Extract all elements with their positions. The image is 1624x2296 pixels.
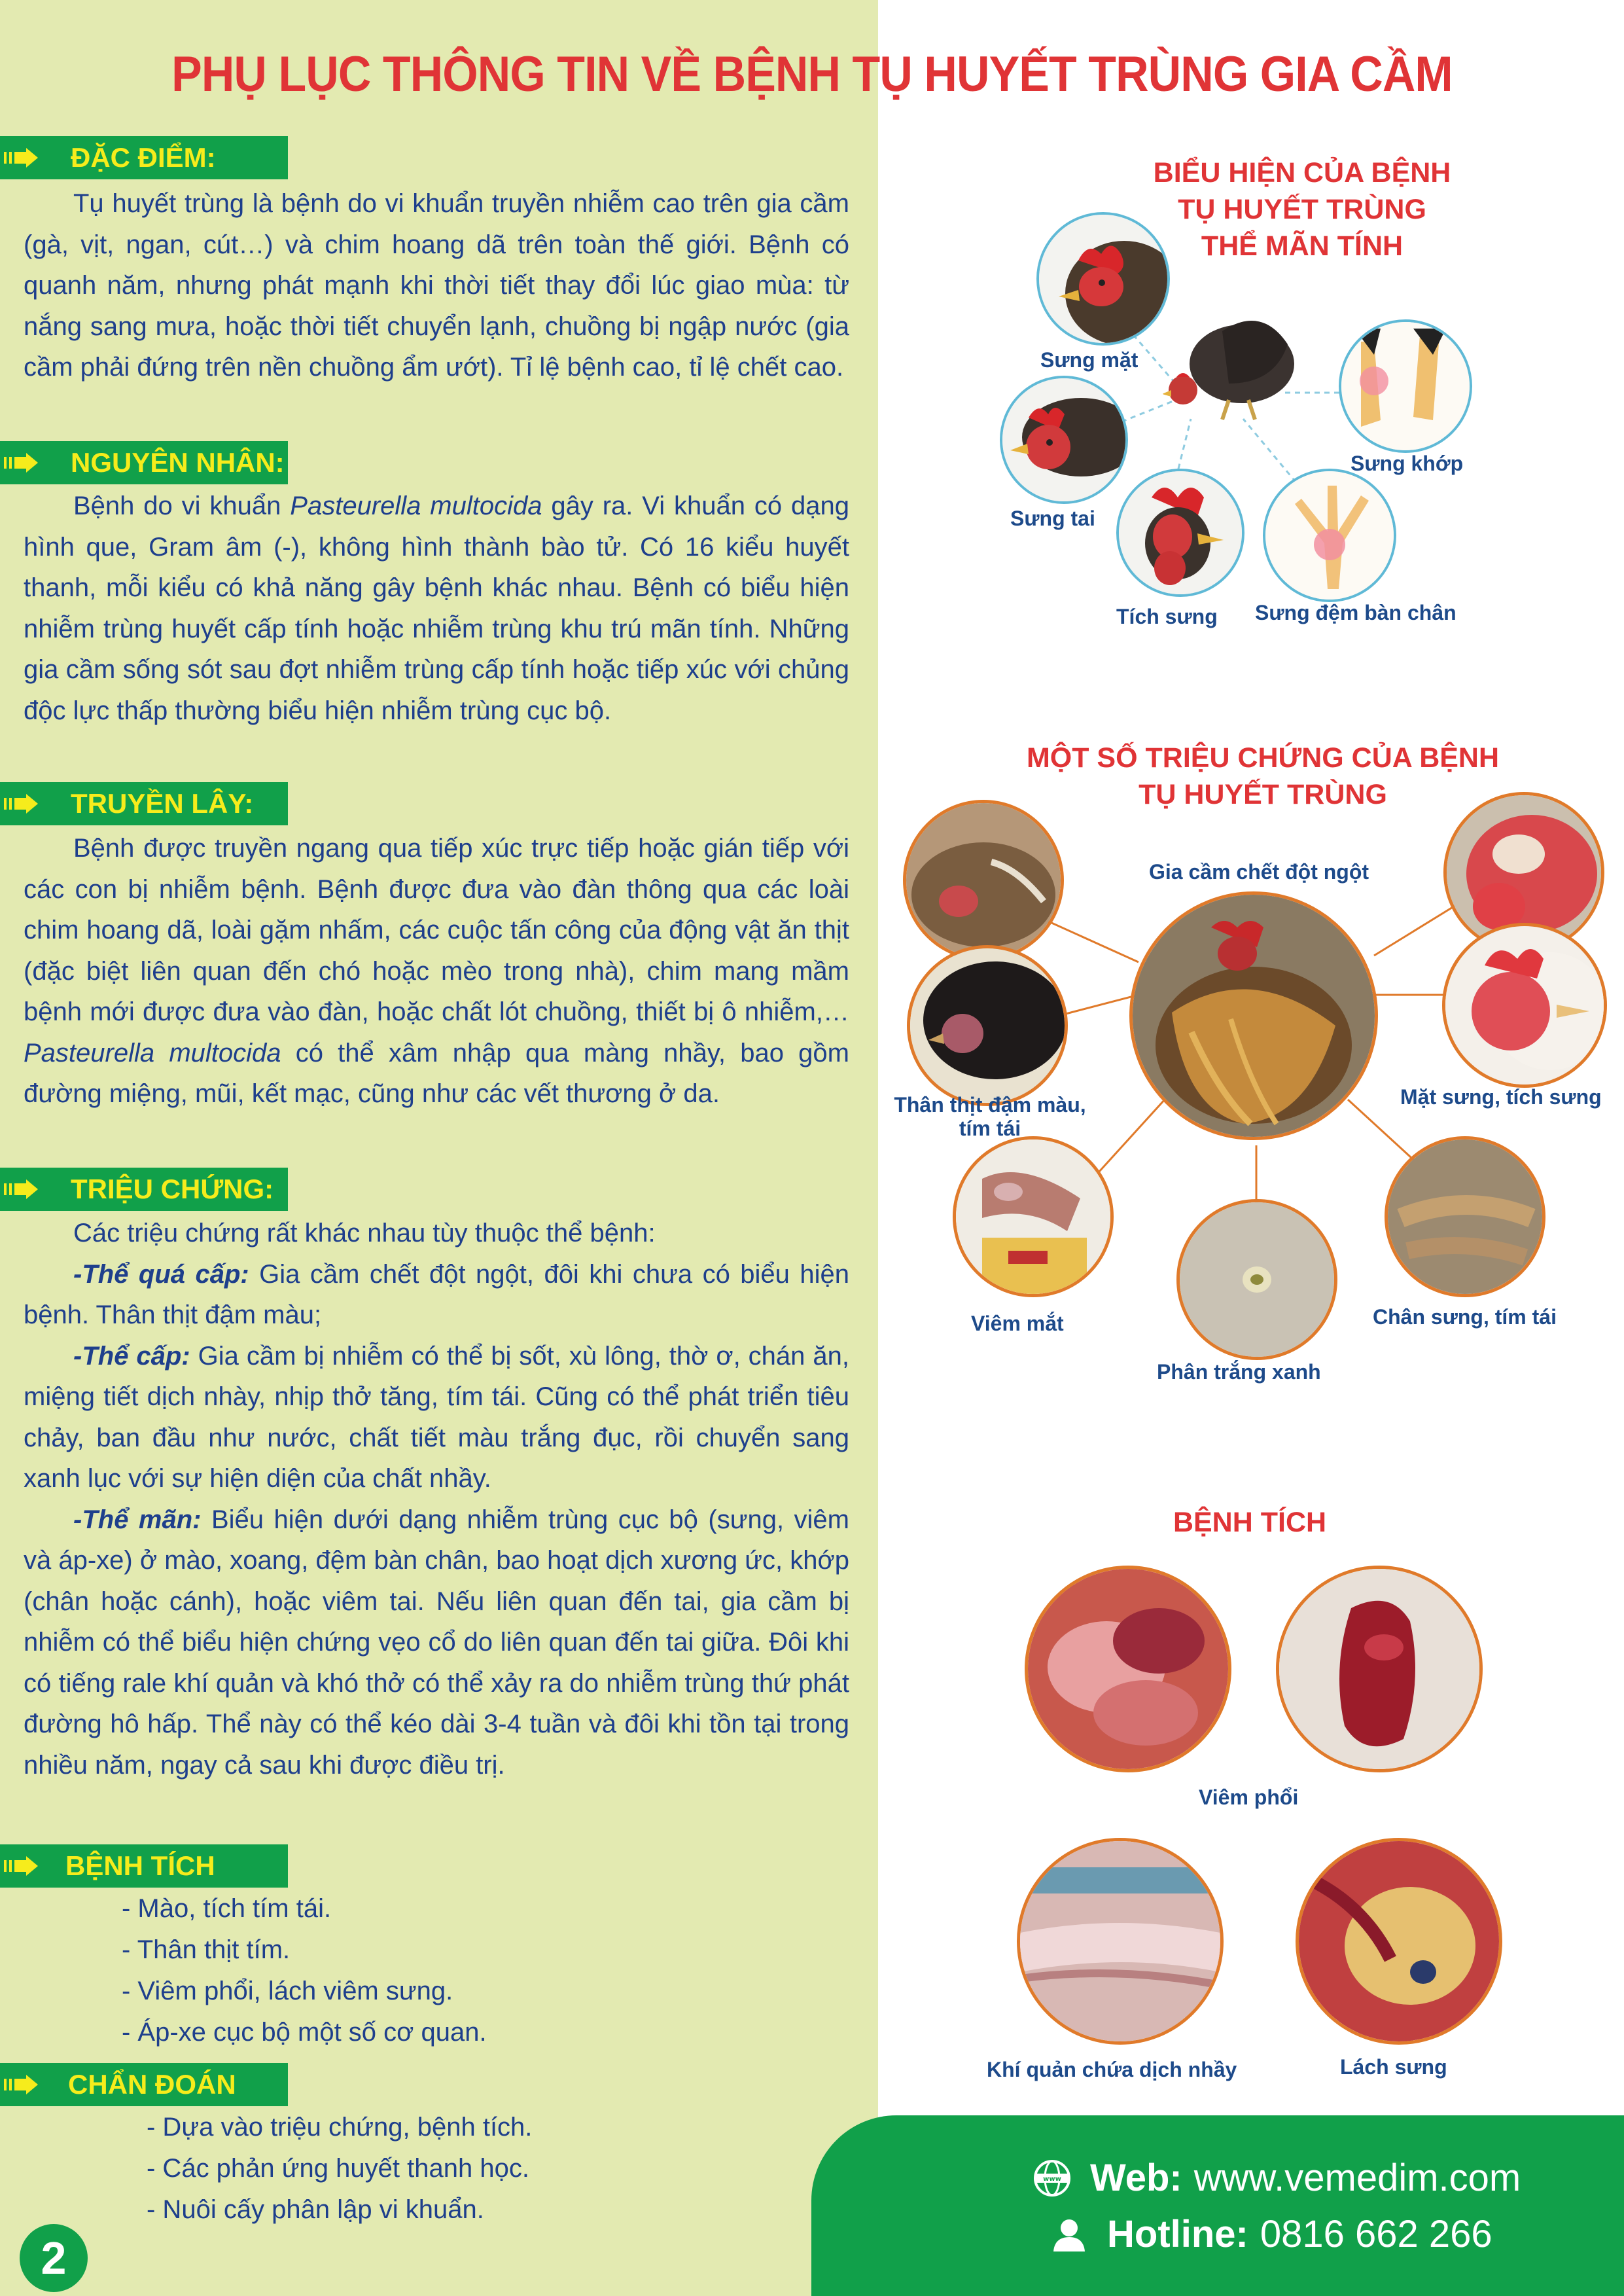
hotline-number[interactable]: 0816 662 266 (1260, 2213, 1492, 2255)
sudden-death-photo (1129, 891, 1378, 1140)
lung-lesion-photo-2 (1276, 1566, 1483, 1772)
label-khi-quan-chua-dich-nhay: Khí quản chứa dịch nhầy (987, 2058, 1237, 2081)
chronic-hen-illustration (1157, 292, 1301, 423)
list-item: - Mào, tích tím tái. (122, 1894, 332, 1923)
symptoms-section-title: MỘT SỐ TRIỆU CHỨNG CỦA BỆNH TỤ HUYẾT TRÙNG (1026, 742, 1500, 810)
section-heading-chan-doan: CHẨN ĐOÁN (0, 2063, 288, 2106)
swollen-spleen-photo (1296, 1838, 1502, 2045)
label-viem-phoi: Viêm phổi (1199, 1785, 1299, 1809)
list-item: - Thân thịt tím. (122, 1935, 291, 1964)
list-item: - Viêm phổi, lách viêm sưng. (122, 1977, 453, 2005)
swollen-footpad-photo (1263, 469, 1396, 602)
lesions-section-title: BỆNH TÍCH (1173, 1507, 1327, 1538)
list-item: - Áp-xe cục bộ một số cơ quan. (122, 2018, 487, 2047)
user-icon (1050, 2215, 1089, 2254)
label-viem-mat: Viêm mắt (971, 1312, 1064, 1335)
web-row: www Web: www.vemedim.com (1033, 2156, 1521, 2200)
label-chan-sung-tim-tai: Chân sưng, tím tái (1373, 1305, 1557, 1329)
contact-footer (811, 2115, 1624, 2296)
nguyen-nhan-paragraph: Bệnh do vi khuẩn Pasteurella multocida gây ra. Vi khuẩn có dạng hình que, Gram âm (-), không hình thành bào tử. Có 16 kiểu huyết thanh, mỗi kiểu có khả năng gây bệnh khác nhau. Bệnh có biểu hiện nhiễm trùng huyết cấp tính hoặc nhiễm trùng khu trú mãn tính. Những gia cầm sống sót sau đợt nhiễm trùng cấp tính hoặc tiếp xúc với chủng độc lực thấp thường biểu hiện nhiễm trùng cục bộ. (24, 492, 849, 725)
list-item: - Các phản ứng huyết thanh học. (147, 2154, 529, 2183)
truyen-lay-paragraph: Bệnh được truyền ngang qua tiếp xúc trực tiếp hoặc gián tiếp với các con bị nhiễm bệnh. Bệnh được đưa vào đàn thông qua các loài chim hoang dã, loài gặm nhấm, các cuộc tấn công của động vật ăn thịt (đặc biệt liên quan đến chó hoặc mèo trong nhà), chim mang mầm bệnh mới được đưa vào đàn, hoặc chất lót chuồng, thiết bị ô nhiễm,… Pasteurella multocida có thể xâm nhập qua màng nhầy, bao gồm đường miệng, mũi, kết mạc, cũng như các vết thương ở da. (24, 834, 849, 1108)
swollen-legs-photo (1385, 1136, 1545, 1297)
website-url[interactable]: www.vemedim.com (1193, 2157, 1521, 2199)
section-heading-trieu-chung: TRIỆU CHỨNG: (0, 1168, 288, 1211)
trieu-chung-intro: Các triệu chứng rất khác nhau tùy thuộc thể bệnh: (73, 1219, 656, 1247)
label-sung-tai: Sưng tai (1010, 507, 1095, 530)
swollen-wattle-photo (1116, 469, 1244, 597)
label-sung-mat: Sưng mặt (1040, 348, 1139, 372)
section-heading-nguyen-nhan: NGUYÊN NHÂN: (0, 441, 288, 484)
form-qua-cap: -Thể quá cấp: Gia cầm chết đột ngột, đôi khi chưa có biểu hiện bệnh. Thân thịt đậm màu; (24, 1259, 849, 1329)
label-lach-sung: Lách sưng (1340, 2055, 1447, 2079)
lung-lesion-photo-1 (1025, 1566, 1231, 1772)
label-than-thit-dam-mau: Thân thịt đậm màu, tím tái (894, 1093, 1086, 1140)
pathogen-name: Pasteurella multocida (290, 492, 542, 520)
globe-icon (1033, 2159, 1072, 2198)
label-mat-sung-tich-sung: Mặt sưng, tích sưng (1400, 1085, 1602, 1109)
swollen-ear-photo (1000, 376, 1128, 504)
hotline-row: Hotline: 0816 662 266 (1050, 2212, 1492, 2256)
page-title: PHỤ LỤC THÔNG TIN VỀ BỆNH TỤ HUYẾT TRÙNG GIA CẦM (171, 46, 1453, 102)
dark-carcass-photo (907, 945, 1068, 1106)
pathogen-name: Pasteurella multocida (24, 1038, 281, 1067)
swollen-joint-photo (1339, 319, 1472, 453)
list-item: - Nuôi cấy phân lập vi khuẩn. (147, 2195, 484, 2224)
page-number: 2 (20, 2224, 88, 2292)
label-gia-cam-chet-dot-ngot: Gia cầm chết đột ngột (1149, 860, 1369, 884)
list-item: - Dựa vào triệu chứng, bệnh tích. (147, 2113, 533, 2142)
section-heading-truyen-lay: TRUYỀN LÂY: (0, 782, 288, 825)
trachea-mucus-photo (1017, 1838, 1224, 2045)
swollen-face-photo-2 (1442, 923, 1607, 1088)
label-sung-khop: Sưng khớp (1350, 452, 1464, 475)
section-heading-benh-tich: BỆNH TÍCH (0, 1844, 288, 1888)
sick-chicken-photo-1 (903, 800, 1064, 961)
label-phan-trang-xanh: Phân trắng xanh (1157, 1360, 1321, 1384)
form-man: -Thể mãn: Biểu hiện dưới dạng nhiễm trùng cục bộ (sưng, viêm và áp-xe) ở mào, xoang, đệm bàn chân, bao hoạt dịch xương ức, khớp (chân hoặc cánh), hoặc viêm tai. Nếu liên quan đến tai, gia cầm bị nhiễm có thể biểu hiện chứng vẹo cổ do liên quan đến tai giữa. Đôi khi có tiếng rale khí quản và khó thở có thể xảy ra do nhiễm trùng thứ phát đường hô hấp. Thể này có thể kéo dài 3-4 tuần và đôi khi tồn tại trong nhiều năm, ngay cả sau khi được điều trị. (24, 1505, 850, 1780)
eye-inflammation-photo (953, 1136, 1114, 1297)
chronic-section-title: BIỂU HIỆN CỦA BỆNH TỤ HUYẾT TRÙNG THỂ MÃN TÍNH (1153, 157, 1451, 262)
form-cap: -Thể cấp: Gia cầm bị nhiễm có thể bị sốt, xù lông, thờ ơ, chán ăn, miệng tiết dịch nhày, nhịp thở tăng, tím tái. Cũng có thể phát triển tiêu chảy, ban đầu như nước, chất tiết màu trắng đục, rồi chuyển sang xanh lục với sự hiện diện của chất nhầy. (24, 1341, 850, 1493)
green-white-droppings-photo (1176, 1199, 1337, 1360)
section-heading-dac-diem: ĐẶC ĐIỂM: (0, 136, 288, 179)
label-tich-sung: Tích sưng (1116, 605, 1218, 628)
dac-diem-paragraph: Tụ huyết trùng là bệnh do vi khuẩn truyền nhiễm cao trên gia cầm (gà, vịt, ngan, cút…) và chim hoang dã trên toàn thế giới. Bệnh có quanh năm, nhưng phát mạnh khi thời tiết thay đổi lúc giao mùa: từ nắng sang mưa, hoặc thời tiết chuyển lạnh, chuồng bị ngập nước (gia cầm phải đứng trên nền chuồng ẩm ướt). Tỉ lệ bệnh cao, tỉ lệ chết cao. (24, 189, 849, 382)
chicken-face-photo (1036, 212, 1170, 346)
svg-text:www: www (1043, 2175, 1061, 2183)
label-sung-dem-ban-chan: Sưng đệm bàn chân (1255, 601, 1456, 624)
